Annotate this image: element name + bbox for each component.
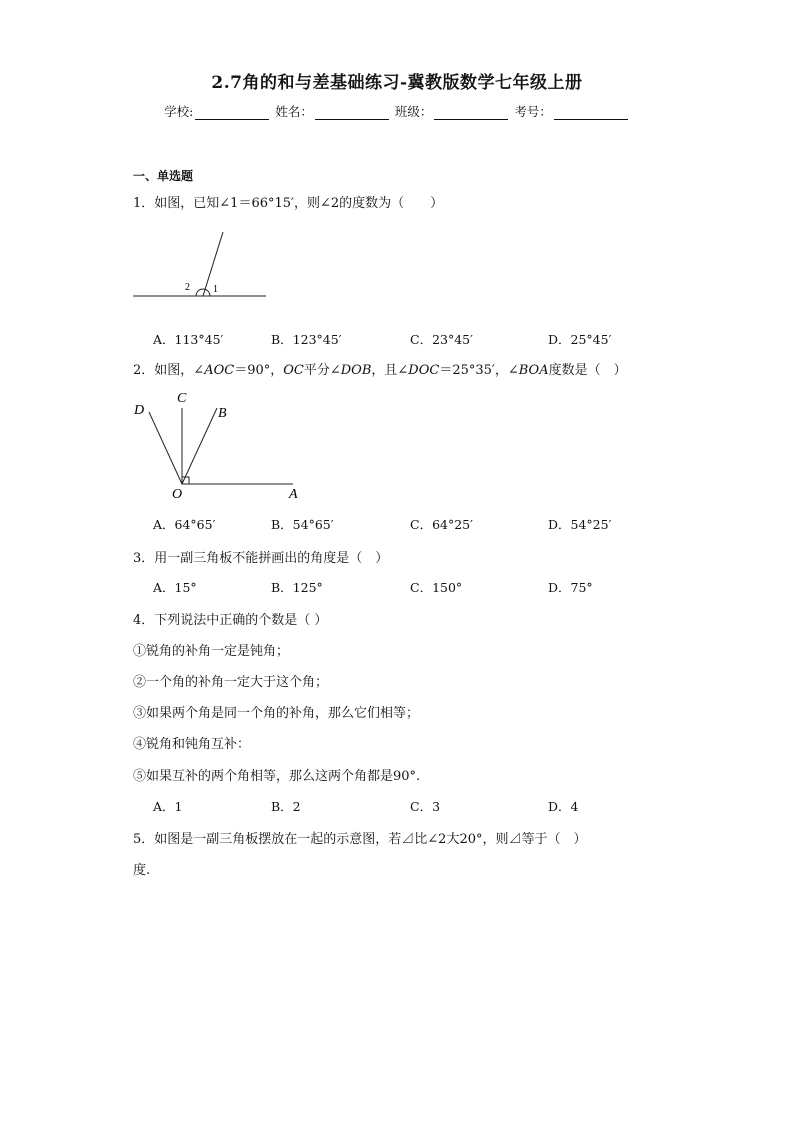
q2-right-angle-mark xyxy=(182,477,189,484)
student-info-line xyxy=(0,102,794,120)
q4-option-a[interactable]: A．1 xyxy=(153,799,183,814)
q1-option-d[interactable]: D．25°45′ xyxy=(548,332,612,347)
q1-label-1: 1 xyxy=(213,284,218,295)
q2-text-0: 如图， xyxy=(154,363,194,378)
name-label: 姓名： xyxy=(275,104,313,119)
q2-ray-ob xyxy=(182,408,217,484)
page-title: 2.7角的和与差基础练习-冀教版数学七年级上册 xyxy=(211,73,583,93)
q2-option-c[interactable]: C．64°25′ xyxy=(410,517,473,532)
q2-text-8: ＝25°35′， xyxy=(439,363,508,378)
question-1-figure xyxy=(133,228,273,303)
q2-option-a[interactable]: A．64°65′ xyxy=(153,517,216,532)
q3-option-d[interactable]: D．75° xyxy=(548,580,593,595)
q2-ray-od xyxy=(149,412,182,484)
q2-text-4: 平分 xyxy=(303,363,330,378)
q2-text-10: 度数是（ ） xyxy=(548,363,627,378)
q3-option-c[interactable]: C．150° xyxy=(410,580,463,595)
q1-option-a[interactable]: A．113°45′ xyxy=(153,332,224,347)
q4-statement-5: ⑤如果互补的两个角相等，那么这两个角都是90°. xyxy=(133,769,421,784)
question-1-number: 1． xyxy=(133,196,155,211)
q2-label-o: O xyxy=(172,487,183,502)
question-4-number: 4． xyxy=(133,613,155,628)
q2-label-c: C xyxy=(177,391,187,406)
q4-option-c[interactable]: C．3 xyxy=(410,799,441,814)
school-blank[interactable] xyxy=(195,106,269,120)
question-3 xyxy=(133,547,388,566)
question-1 xyxy=(133,192,443,211)
q4-statement-3: ③如果两个角是同一个角的补角，那么它们相等； xyxy=(133,706,420,721)
class-label: 班级： xyxy=(394,104,433,119)
question-5-continuation: 度. xyxy=(133,863,151,878)
question-5-text: 如图是一副三角板摆放在一起的示意图，若⊿比∠2大20°，则⊿等于（ ） xyxy=(154,832,587,847)
question-2-figure xyxy=(130,386,310,502)
question-1-text: 如图，已知∠1＝66°15′，则∠2的度数为（ ） xyxy=(154,196,444,211)
q4-statement-2: ②一个角的补角一定大于这个角； xyxy=(133,675,329,690)
q2-option-d[interactable]: D．54°25′ xyxy=(548,517,612,532)
school-label: 学校: xyxy=(164,104,194,119)
question-3-text: 用一副三角板不能拼画出的角度是（ ） xyxy=(154,551,389,566)
section-heading: 一、单选题 xyxy=(133,169,194,183)
q1-label-2: 2 xyxy=(185,282,190,293)
q3-option-b[interactable]: B．125° xyxy=(271,580,323,595)
question-2-number: 2． xyxy=(133,363,155,378)
q2-angle-aoc: ∠AOC xyxy=(193,363,235,378)
q2-label-a: A xyxy=(289,487,298,502)
q1-option-b[interactable]: B．123°45′ xyxy=(271,332,342,347)
q2-label-d: D xyxy=(134,403,145,418)
q1-option-c[interactable]: C．23°45′ xyxy=(410,332,473,347)
name-blank[interactable] xyxy=(315,106,389,120)
question-5-number: 5． xyxy=(133,832,155,847)
q4-statement-4: ④锐角和钝角互补： xyxy=(133,737,251,752)
class-blank[interactable] xyxy=(434,106,508,120)
q2-option-b[interactable]: B．54°65′ xyxy=(271,517,334,532)
exam-number-label: 考号： xyxy=(514,104,552,119)
q4-option-d[interactable]: D．4 xyxy=(548,799,579,814)
question-4-text: 下列说法中正确的个数是（ ） xyxy=(154,613,328,628)
question-5 xyxy=(133,828,587,847)
q4-option-b[interactable]: B．2 xyxy=(271,799,301,814)
q4-statement-1: ①锐角的补角一定是钝角； xyxy=(133,644,290,659)
question-4 xyxy=(133,609,327,628)
exam-number-blank[interactable] xyxy=(554,106,628,120)
question-3-number: 3． xyxy=(133,551,155,566)
q2-ray-oc: OC xyxy=(283,363,304,378)
q2-text-6: ，且 xyxy=(371,363,398,378)
question-2 xyxy=(133,359,627,378)
q2-angle-doc: ∠DOC xyxy=(397,363,440,378)
q2-label-b: B xyxy=(218,406,227,421)
q2-angle-boa: ∠BOA xyxy=(507,363,549,378)
q2-angle-dob: ∠DOB xyxy=(329,363,372,378)
q3-option-a[interactable]: A．15° xyxy=(153,580,197,595)
q2-text-2: ＝90°， xyxy=(234,363,284,378)
